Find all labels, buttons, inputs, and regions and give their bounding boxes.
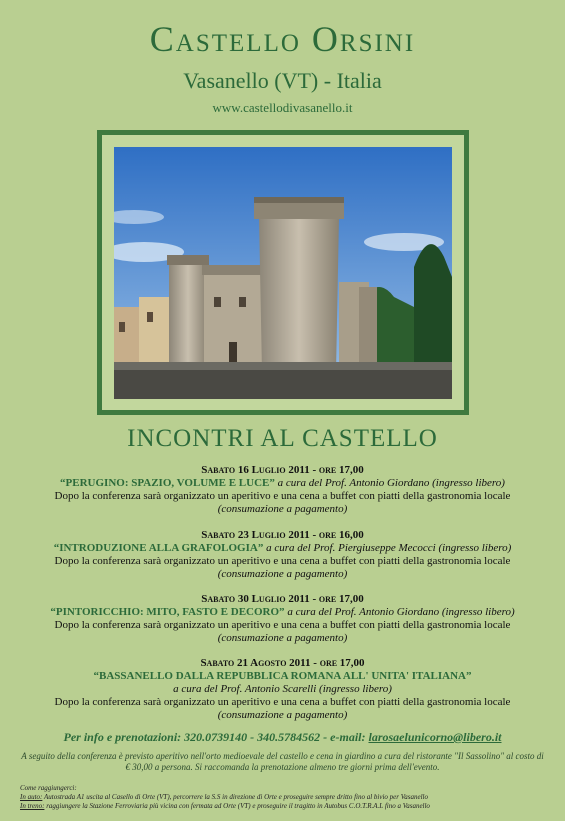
event-description: Dopo la conferenza sarà organizzato un aperitivo e una cena a buffet con piatti della gastronomia locale <box>54 696 511 708</box>
train-text: raggiungere la Stazione Ferroviaria più vicina con fermata ad Orte (VT) e proseguire il tragitto in Autobus C.O.T.R.A.L fino a Vasanello <box>44 802 430 810</box>
train-label: In treno: <box>20 802 45 810</box>
directions-car <box>20 793 545 802</box>
contact-info <box>0 730 565 745</box>
event-title-line <box>0 606 565 619</box>
castle-illustration <box>114 147 452 399</box>
event-consumption: (consumazione a pagamento) <box>217 632 348 644</box>
event-consumption: (consumazione a pagamento) <box>217 503 348 515</box>
photo-frame <box>97 130 469 415</box>
section-heading: INCONTRI AL CASTELLO <box>127 425 438 452</box>
event-date: Sabato 23 Luglio 2011 - ore 16,00 <box>201 529 364 541</box>
contact-label: Per info e prenotazioni: 320.0739140 - 340.5784562 - e-mail: <box>63 730 369 744</box>
car-label: In auto: <box>20 793 43 801</box>
directions-train <box>20 802 545 811</box>
page-title: Castello Orsini <box>149 19 416 59</box>
event-date: Sabato 30 Luglio 2011 - ore 17,00 <box>201 593 364 605</box>
event-credit: a cura del Prof. Antonio Giordano (ingresso libero) <box>284 606 515 618</box>
event-title-line <box>0 542 565 555</box>
event-title: “PERUGINO: SPAZIO, VOLUME E LUCE” <box>60 477 275 489</box>
event-title: “BASSANELLO DALLA REPUBBLICA ROMANA ALL' UNITA' ITALIANA” <box>93 670 472 682</box>
event-title: “INTRODUZIONE ALLA GRAFOLOGIA” <box>53 542 264 554</box>
event-note: A seguito della conferenza è previsto aperitivo nell'orto medioevale del castello e cena in giardino a cura del ristorante "Il Sassolino" al costo di € 30,00 a persona. Si raccomanda la prenotazione almeno tre giorni prima dell'evento. <box>21 751 544 772</box>
event-3 <box>0 593 565 645</box>
event-2 <box>0 529 565 581</box>
event-1 <box>0 464 565 516</box>
event-credit: a cura del Prof. Antonio Scarelli (ingresso libero) <box>173 683 392 695</box>
email-link[interactable]: larosaelunicorno@libero.it <box>368 730 502 744</box>
event-consumption: (consumazione a pagamento) <box>217 709 348 721</box>
event-description: Dopo la conferenza sarà organizzato un aperitivo e una cena a buffet con piatti della gastronomia locale <box>54 490 511 502</box>
event-title: “PINTORICCHIO: MITO, FASTO E DECORO” <box>50 606 285 618</box>
car-text: Autostrada A1 uscita al Casello di Orte (VT), percorrere la S.S in direzione di Orte e proseguire sempre dritto fino al bivio per Vasanello <box>42 793 428 801</box>
location-subtitle: Vasanello (VT) - Italia <box>183 68 382 93</box>
event-credit: a cura del Prof. Antonio Giordano (ingresso libero) <box>274 477 505 489</box>
directions <box>20 784 545 811</box>
event-consumption: (consumazione a pagamento) <box>217 568 348 580</box>
website-link[interactable]: www.castellodivasanello.it <box>212 100 353 115</box>
event-description: Dopo la conferenza sarà organizzato un aperitivo e una cena a buffet con piatti della gastronomia locale <box>54 619 511 631</box>
event-date: Sabato 16 Luglio 2011 - ore 17,00 <box>201 464 364 476</box>
event-4 <box>0 657 565 722</box>
event-title-line <box>0 477 565 490</box>
castle-photo <box>114 147 452 399</box>
event-description: Dopo la conferenza sarà organizzato un aperitivo e una cena a buffet con piatti della gastronomia locale <box>54 555 511 567</box>
directions-heading: Come raggiungerci: <box>20 784 77 792</box>
event-credit: a cura del Prof. Piergiuseppe Mecocci (ingresso libero) <box>263 542 512 554</box>
event-date: Sabato 21 Agosto 2011 - ore 17,00 <box>200 657 365 669</box>
